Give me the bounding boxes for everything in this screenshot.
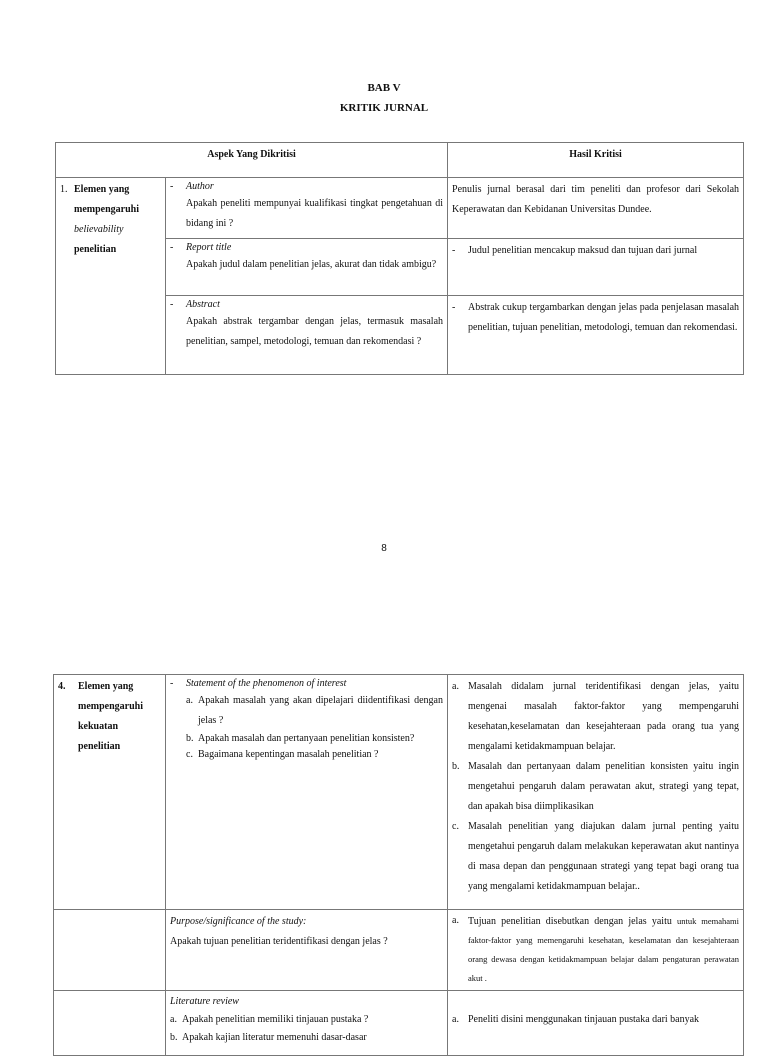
dash-marker: - <box>170 299 174 310</box>
section-label <box>58 677 161 757</box>
list-marker: a. <box>186 695 193 706</box>
aspect-cell <box>166 296 448 375</box>
question-item <box>170 1011 443 1029</box>
list-marker: b. <box>170 1032 178 1043</box>
question-text: Apakah penelitian memiliki tinjauan pustaka ? <box>182 1014 369 1025</box>
result-item <box>452 757 739 817</box>
section-number: 4. <box>58 681 66 692</box>
list-marker: a. <box>170 1014 177 1025</box>
question-text: Bagaimana kepentingan masalah penelitian ? <box>198 749 379 760</box>
result-item <box>452 817 739 897</box>
result-text: Masalah penelitian yang diajukan dalam jurnal penting yaitu mengetahui pengaruh dalam melakukan keperawatan akut nantinya di masa depan dan penggunaan strategi yang tepat bagi orang tua yang mengalami ketidakmampuan belajar.. <box>468 821 739 892</box>
chapter-label: BAB V <box>367 82 401 94</box>
aspect-cell <box>166 178 448 239</box>
result-text: Judul penelitian mencakup maksud dan tujuan dari jurnal <box>468 245 698 256</box>
question-item <box>170 747 443 763</box>
aspect-heading: Purpose/significance of the study: <box>170 916 307 927</box>
aspect-cell <box>166 239 448 296</box>
result-text: Abstrak cukup tergambarkan dengan jelas pada penjelasan masalah penelitian, tujuan penelitian, metodologi, temuan dan rekomendasi. <box>468 302 740 333</box>
dash-marker: - <box>170 678 174 689</box>
result-cell <box>448 239 744 296</box>
aspect-heading: Report title <box>186 242 232 253</box>
result-cell: Penulis jurnal berasal dari tim peneliti dan profesor dari Sekolah Keperawatan dan Kebidanan Universitas Dundee. <box>448 178 744 239</box>
result-cell <box>448 991 744 1056</box>
section-label-line: kekuatan <box>78 721 119 732</box>
dash-marker: - <box>452 245 456 256</box>
question-item <box>170 1029 443 1047</box>
aspect-heading: Statement of the phenomenon of interest <box>186 678 347 689</box>
result-text-small: untuk memahami faktor-faktor yang memengaruhi kesehatan, keselamatan dan kesejahteraan orang dewasa dengan ketidakmampuan belajar dalam pengaturan perawatan akut . <box>468 916 739 983</box>
section-label <box>60 180 161 260</box>
page-number: 8 <box>381 543 387 554</box>
critique-table-1 <box>55 142 744 375</box>
question-item <box>170 731 443 747</box>
section-label-cell <box>54 910 166 991</box>
question-text: Apakah masalah dan pertanyaan penelitian konsisten? <box>198 733 415 744</box>
header-hasil: Hasil Kritisi <box>448 143 744 178</box>
aspect-cell <box>166 910 448 991</box>
section-label-line: mempengaruhi <box>74 204 139 215</box>
section-label-cell <box>54 991 166 1056</box>
aspect-question: Apakah peneliti mempunyai kualifikasi tingkat pengetahuan di bidang ini ? <box>186 198 444 229</box>
header-aspek: Aspek Yang Dikritisi <box>56 143 448 178</box>
section-label-line: Elemen yang <box>78 681 134 692</box>
list-marker: c. <box>452 821 459 832</box>
aspect-heading: Author <box>186 181 214 192</box>
result-text: Masalah dan pertanyaan dalam penelitian konsisten yaitu ingin mengetahui pengaruh dalam perawatan akut, strategi yang tepat, dan apakah bisa diimplikasikan <box>468 761 739 812</box>
dash-marker: - <box>170 242 174 253</box>
aspect-cell <box>166 675 448 910</box>
section-label-cell <box>54 675 166 910</box>
result-cell <box>448 296 744 375</box>
result-cell <box>448 910 744 991</box>
chapter-title: KRITIK JURNAL <box>339 102 429 114</box>
table-row <box>54 675 744 910</box>
aspect-heading: Literature review <box>170 996 239 1007</box>
table-row <box>54 910 744 991</box>
table-row <box>54 991 744 1056</box>
list-marker: b. <box>186 733 194 744</box>
result-text: Masalah didalam jurnal teridentifikasi dengan jelas, yaitu mengenai masalah faktor-faktor yang mempengaruhi kesehatan,keselamatan dan kesejahteraan pada orang tua yang mengalami ketidakmampuan belajar. <box>468 681 739 752</box>
aspect-cell <box>166 991 448 1056</box>
dash-marker: - <box>452 302 456 313</box>
aspect-question: Apakah tujuan penelitian teridentifikasi dengan jelas ? <box>170 936 388 947</box>
result-item <box>452 1011 739 1029</box>
question-item <box>170 691 443 731</box>
section-label-line: mempengaruhi <box>78 701 143 712</box>
list-marker: a. <box>452 681 459 692</box>
section-label-line: penelitian <box>78 741 121 752</box>
list-marker: a. <box>452 1014 459 1025</box>
table-header-row <box>56 143 744 178</box>
section-label-line: penelitian <box>74 244 117 255</box>
question-text: Apakah kajian literatur memenuhi dasar-dasar <box>182 1032 367 1043</box>
list-marker: b. <box>452 761 460 772</box>
list-marker: a. <box>452 915 459 926</box>
critique-table-2 <box>53 674 744 1056</box>
result-text: Tujuan penelitian disebutkan dengan jelas yaitu <box>468 916 672 927</box>
section-label-line: believability <box>74 224 124 235</box>
aspect-question: Apakah judul dalam penelitian jelas, akurat dan tidak ambigu? <box>186 259 437 270</box>
section-label-line: Elemen yang <box>74 184 130 195</box>
list-marker: c. <box>186 749 193 760</box>
result-text: Peneliti disini menggunakan tinjauan pustaka dari banyak <box>468 1014 700 1025</box>
result-item <box>452 677 739 757</box>
aspect-heading: Abstract <box>186 299 220 310</box>
dash-marker: - <box>170 181 174 192</box>
question-text: Apakah masalah yang akan dipelajari diidentifikasi dengan jelas ? <box>198 695 443 726</box>
section-label-cell <box>56 178 166 375</box>
result-cell <box>448 675 744 910</box>
aspect-question: Apakah abstrak tergambar dengan jelas, termasuk masalah penelitian, sampel, metodologi, temuan dan rekomendasi ? <box>186 316 444 347</box>
section-number: 1. <box>60 184 68 195</box>
result-item <box>452 912 739 988</box>
table-row <box>56 178 744 239</box>
